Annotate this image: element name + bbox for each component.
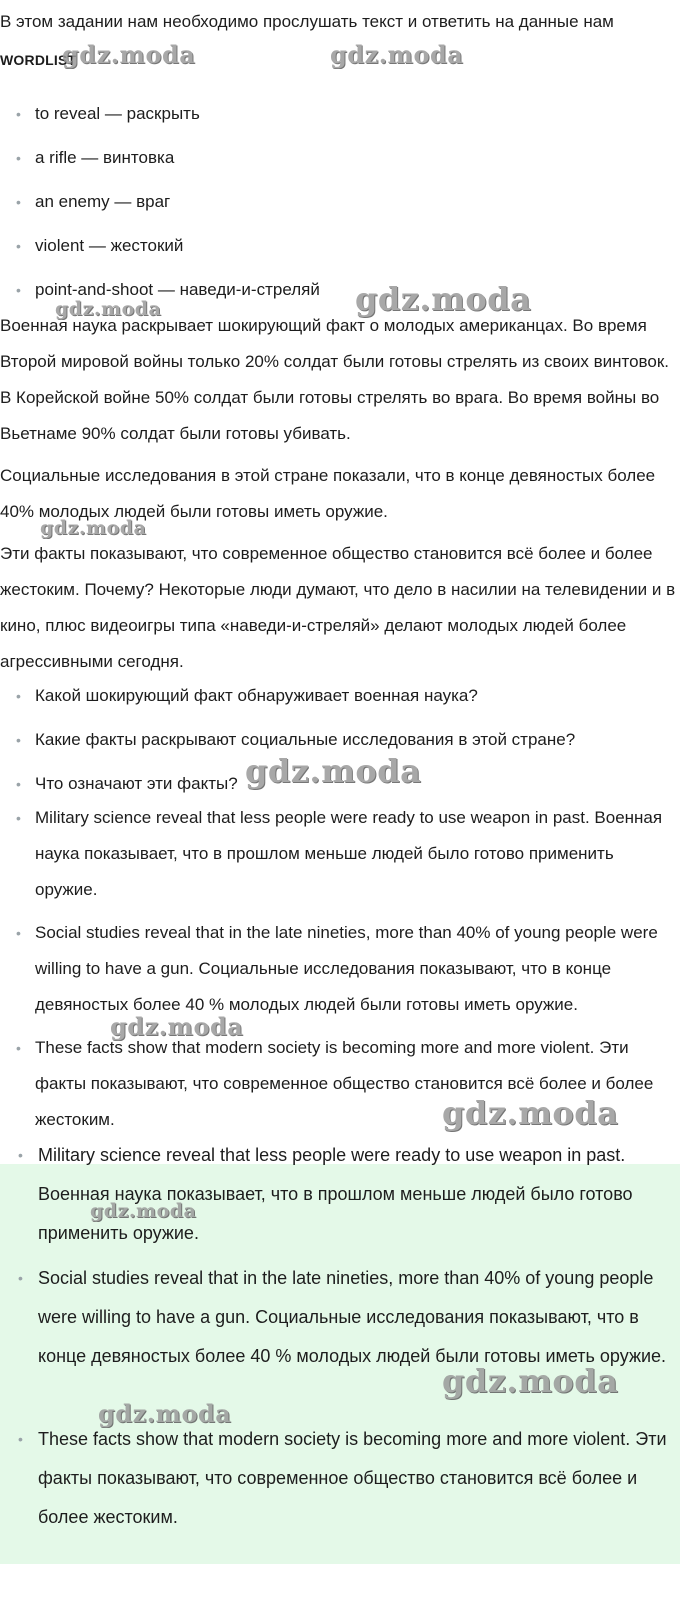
- watermark: gdz.moda: [40, 517, 147, 539]
- answer-item: • Social studies reveal that in the late nineties, more than 40% of young people were willing to have a gun. Социальные исследования показывают, что в конце девяностых более 40 % молодых людей были готовы иметь оружие.: [35, 915, 675, 1023]
- paragraph-social-studies: Социальные исследования в этой стране показали, что в конце девяностых более 40% молодых людей были готовы иметь оружие.: [0, 466, 656, 521]
- watermark: gdz.moda: [330, 40, 464, 69]
- answer-item: • Military science reveal that less people were ready to use weapon in past. Военная наука показывает, что в прошлом меньше людей было готово применить оружие.: [35, 800, 675, 908]
- watermark: gdz.moda: [442, 1094, 619, 1132]
- watermark: gdz.moda: [110, 1012, 244, 1041]
- intro-text: В этом задании нам необходимо прослушать текст и ответить на данные нам: [0, 12, 614, 31]
- question-item: • Какой шокирующий факт обнаруживает военная наука?: [35, 678, 675, 714]
- highlighted-answer-item: • Military science reveal that less people were ready to use weapon in past. Военная наука показывает, что в прошлом меньше людей было готово применить оружие.: [38, 1136, 670, 1253]
- highlighted-answer-item: • These facts show that modern society is becoming more and more violent. Эти факты показывают, что современное общество становится всё более и более жестоким.: [38, 1420, 670, 1537]
- answer-item: • These facts show that modern society is becoming more and more violent. Эти факты показывают, что современное общество становится всё более и более жестоким.: [35, 1030, 675, 1138]
- highlighted-answer-item: • Social studies reveal that in the late nineties, more than 40% of young people were willing to have a gun. Социальные исследования показывают, что в конце девяностых более 40 % молодых людей были готовы иметь оружие.: [38, 1259, 670, 1376]
- watermark: gdz.moda: [55, 298, 162, 320]
- wordlist-item: • violent — жестокий: [35, 228, 675, 264]
- watermark: gdz.moda: [442, 1362, 619, 1400]
- question-item: • Какие факты раскрывают социальные исследования в этой стране?: [35, 722, 675, 758]
- wordlist-item: • a rifle — винтовка: [35, 140, 675, 176]
- watermark: gdz.moda: [90, 1200, 197, 1222]
- wordlist-item: • an enemy — враг: [35, 184, 675, 220]
- watermark: gdz.moda: [355, 280, 532, 318]
- wordlist-item: • point-and-shoot — наведи-и-стреляй: [35, 272, 675, 308]
- watermark: gdz.moda: [98, 1399, 232, 1428]
- watermark: gdz.moda: [245, 752, 422, 790]
- wordlist-item: • to reveal — раскрыть: [35, 96, 675, 132]
- paragraph-facts: Эти факты показывают, что современное общество становится всё более и более жестоким. Почему? Некоторые люди думают, что дело в насилии на телевидении и в кино, плюс видеоигры типа «наведи-и-стреляй» делают молодых людей более агрессивными сегодня.: [0, 544, 676, 671]
- question-item: • Что означают эти факты?: [35, 766, 675, 802]
- paragraph-military-science: Военная наука раскрывает шокирующий факт о молодых американцах. Во время Второй мировой войны только 20% солдат были готовы стрелять из своих винтовок. В Корейской войне 50% солдат были готовы стрелять во врага. Во время войны во Вьетнаме 90% солдат были готовы убивать.: [0, 316, 669, 443]
- watermark: gdz.moda: [62, 40, 196, 69]
- wordlist-heading: WORDLIST: [0, 52, 77, 68]
